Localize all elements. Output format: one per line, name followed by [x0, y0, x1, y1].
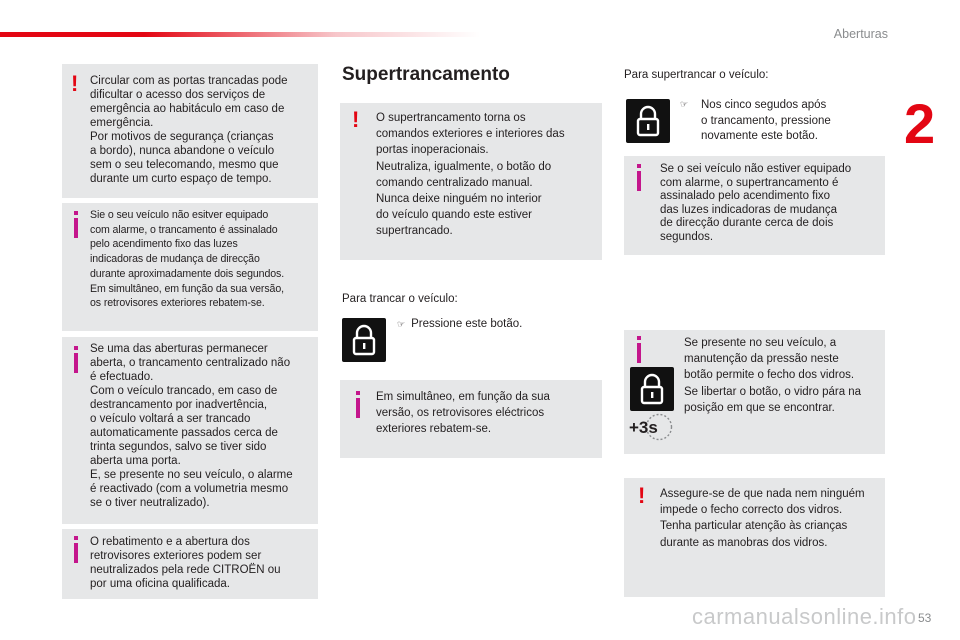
info-text: O rebatimento e a abertura dos retrovisores exteriores podem ser neutralizados pela rede CITROËN ou por uma oficina qualificada. — [90, 536, 281, 590]
lock-icon — [342, 318, 386, 362]
super-intro: Para supertrancar o veículo: — [624, 69, 769, 81]
warning-box-supertrancamento — [340, 103, 602, 260]
warning-icon: ! — [71, 71, 79, 96]
info-icon — [74, 353, 78, 373]
lock-icon — [630, 367, 674, 411]
section-title: Aberturas — [833, 27, 888, 41]
lock-step — [397, 317, 597, 332]
info-box-mirrors-fold — [340, 380, 602, 458]
chapter-number: 2 — [904, 92, 936, 155]
info-icon — [74, 218, 78, 238]
info-text: Se presente no seu veículo, a manutenção da pressão neste botão permite o fecho dos vidros. Se libertar o botão, o vidro pára na posição em que se encontrar. — [684, 337, 862, 414]
warning-icon: ! — [352, 107, 360, 132]
info-icon — [74, 543, 78, 563]
info-icon — [637, 343, 641, 363]
warning-box-windows — [624, 478, 885, 597]
warning-text: Circular com as portas trancadas pode dificultar o acesso dos serviços de emergência ao habitáculo em caso de emergência. Por motivos de segurança (crianças a bordo), nunca abandone o veículo sem o seu telecomando, mesmo que durante um curto espaço de tempo. — [90, 75, 288, 185]
pointer-bullet-icon: ☞ — [680, 100, 689, 110]
warning-box-locked-doors — [62, 64, 318, 198]
info-text: Se o sei veículo não estiver equipado com alarme, o supertrancamento é assinalado pelo acendimento fixo das luzes indicadoras de mudança de direcção durante cerca de dois segundos. — [660, 163, 852, 243]
info-icon — [637, 171, 641, 191]
warning-text: O supertrancamento torna os comandos exteriores e interiores das portas inoperacionais. Neutraliza, igualmente, o botão do comando centralizado manual. Nunca deixe ninguém no interior do veículo quando este estiver supertrancado. — [376, 112, 565, 238]
timer-3s-icon — [626, 412, 676, 447]
header-accent-bar — [0, 32, 480, 37]
lock-icon — [626, 99, 670, 143]
warning-icon: ! — [638, 483, 646, 508]
lock-intro: Para trancar o veículo: — [342, 293, 458, 305]
super-step — [680, 98, 876, 145]
info-text: Sie o seu veículo não esitver equipado com alarme, o trancamento é assinalado pelo acendimento fixo das luzes indicadoras de mudança de direcção durante aproximadamente dois segundos. Em simultâneo, em função da sua versão, os retrovisores exteriores rebatem-se. — [90, 209, 285, 310]
info-box-lock-signal — [62, 203, 318, 331]
watermark: carmanualsonline.info — [692, 604, 917, 629]
info-text: Em simultâneo, em função da sua versão, os retrovisores eléctricos exteriores rebatem-se. — [376, 391, 550, 436]
page-title: Supertrancamento — [342, 64, 510, 85]
warning-text: Assegure-se de que nada nem ninguém impede o fecho correcto dos vidros. Tenha particular atenção às crianças durante as manobras dos vidros. — [660, 488, 865, 549]
page-number: 53 — [918, 611, 932, 625]
lock-step-text: Pressione este botão. — [411, 318, 523, 330]
timer-label: +3s — [629, 418, 658, 437]
pointer-bullet-icon: ☞ — [397, 320, 406, 330]
info-box-super-signal — [624, 156, 885, 255]
info-box-mirrors — [62, 529, 318, 599]
super-step-text: Nos cinco segudos após o trancamento, pressione novamente este botão. — [701, 99, 831, 142]
info-icon — [356, 398, 360, 418]
info-box-auto-relock — [62, 337, 318, 524]
info-text: Se uma das aberturas permanecer aberta, o trancamento centralizado não é efectuado. Com o veículo trancado, em caso de destrancamento por inadvertência, o veículo voltará a ser trancado automaticamente passados cerca de trinta segundos, salvo se tiver sido aberta uma porta. E, se presente no seu veículo, o alarme é reactivado (com a volumetria mesmo se o tiver neutralizado). — [90, 343, 293, 509]
info-box-window-close — [624, 330, 885, 454]
